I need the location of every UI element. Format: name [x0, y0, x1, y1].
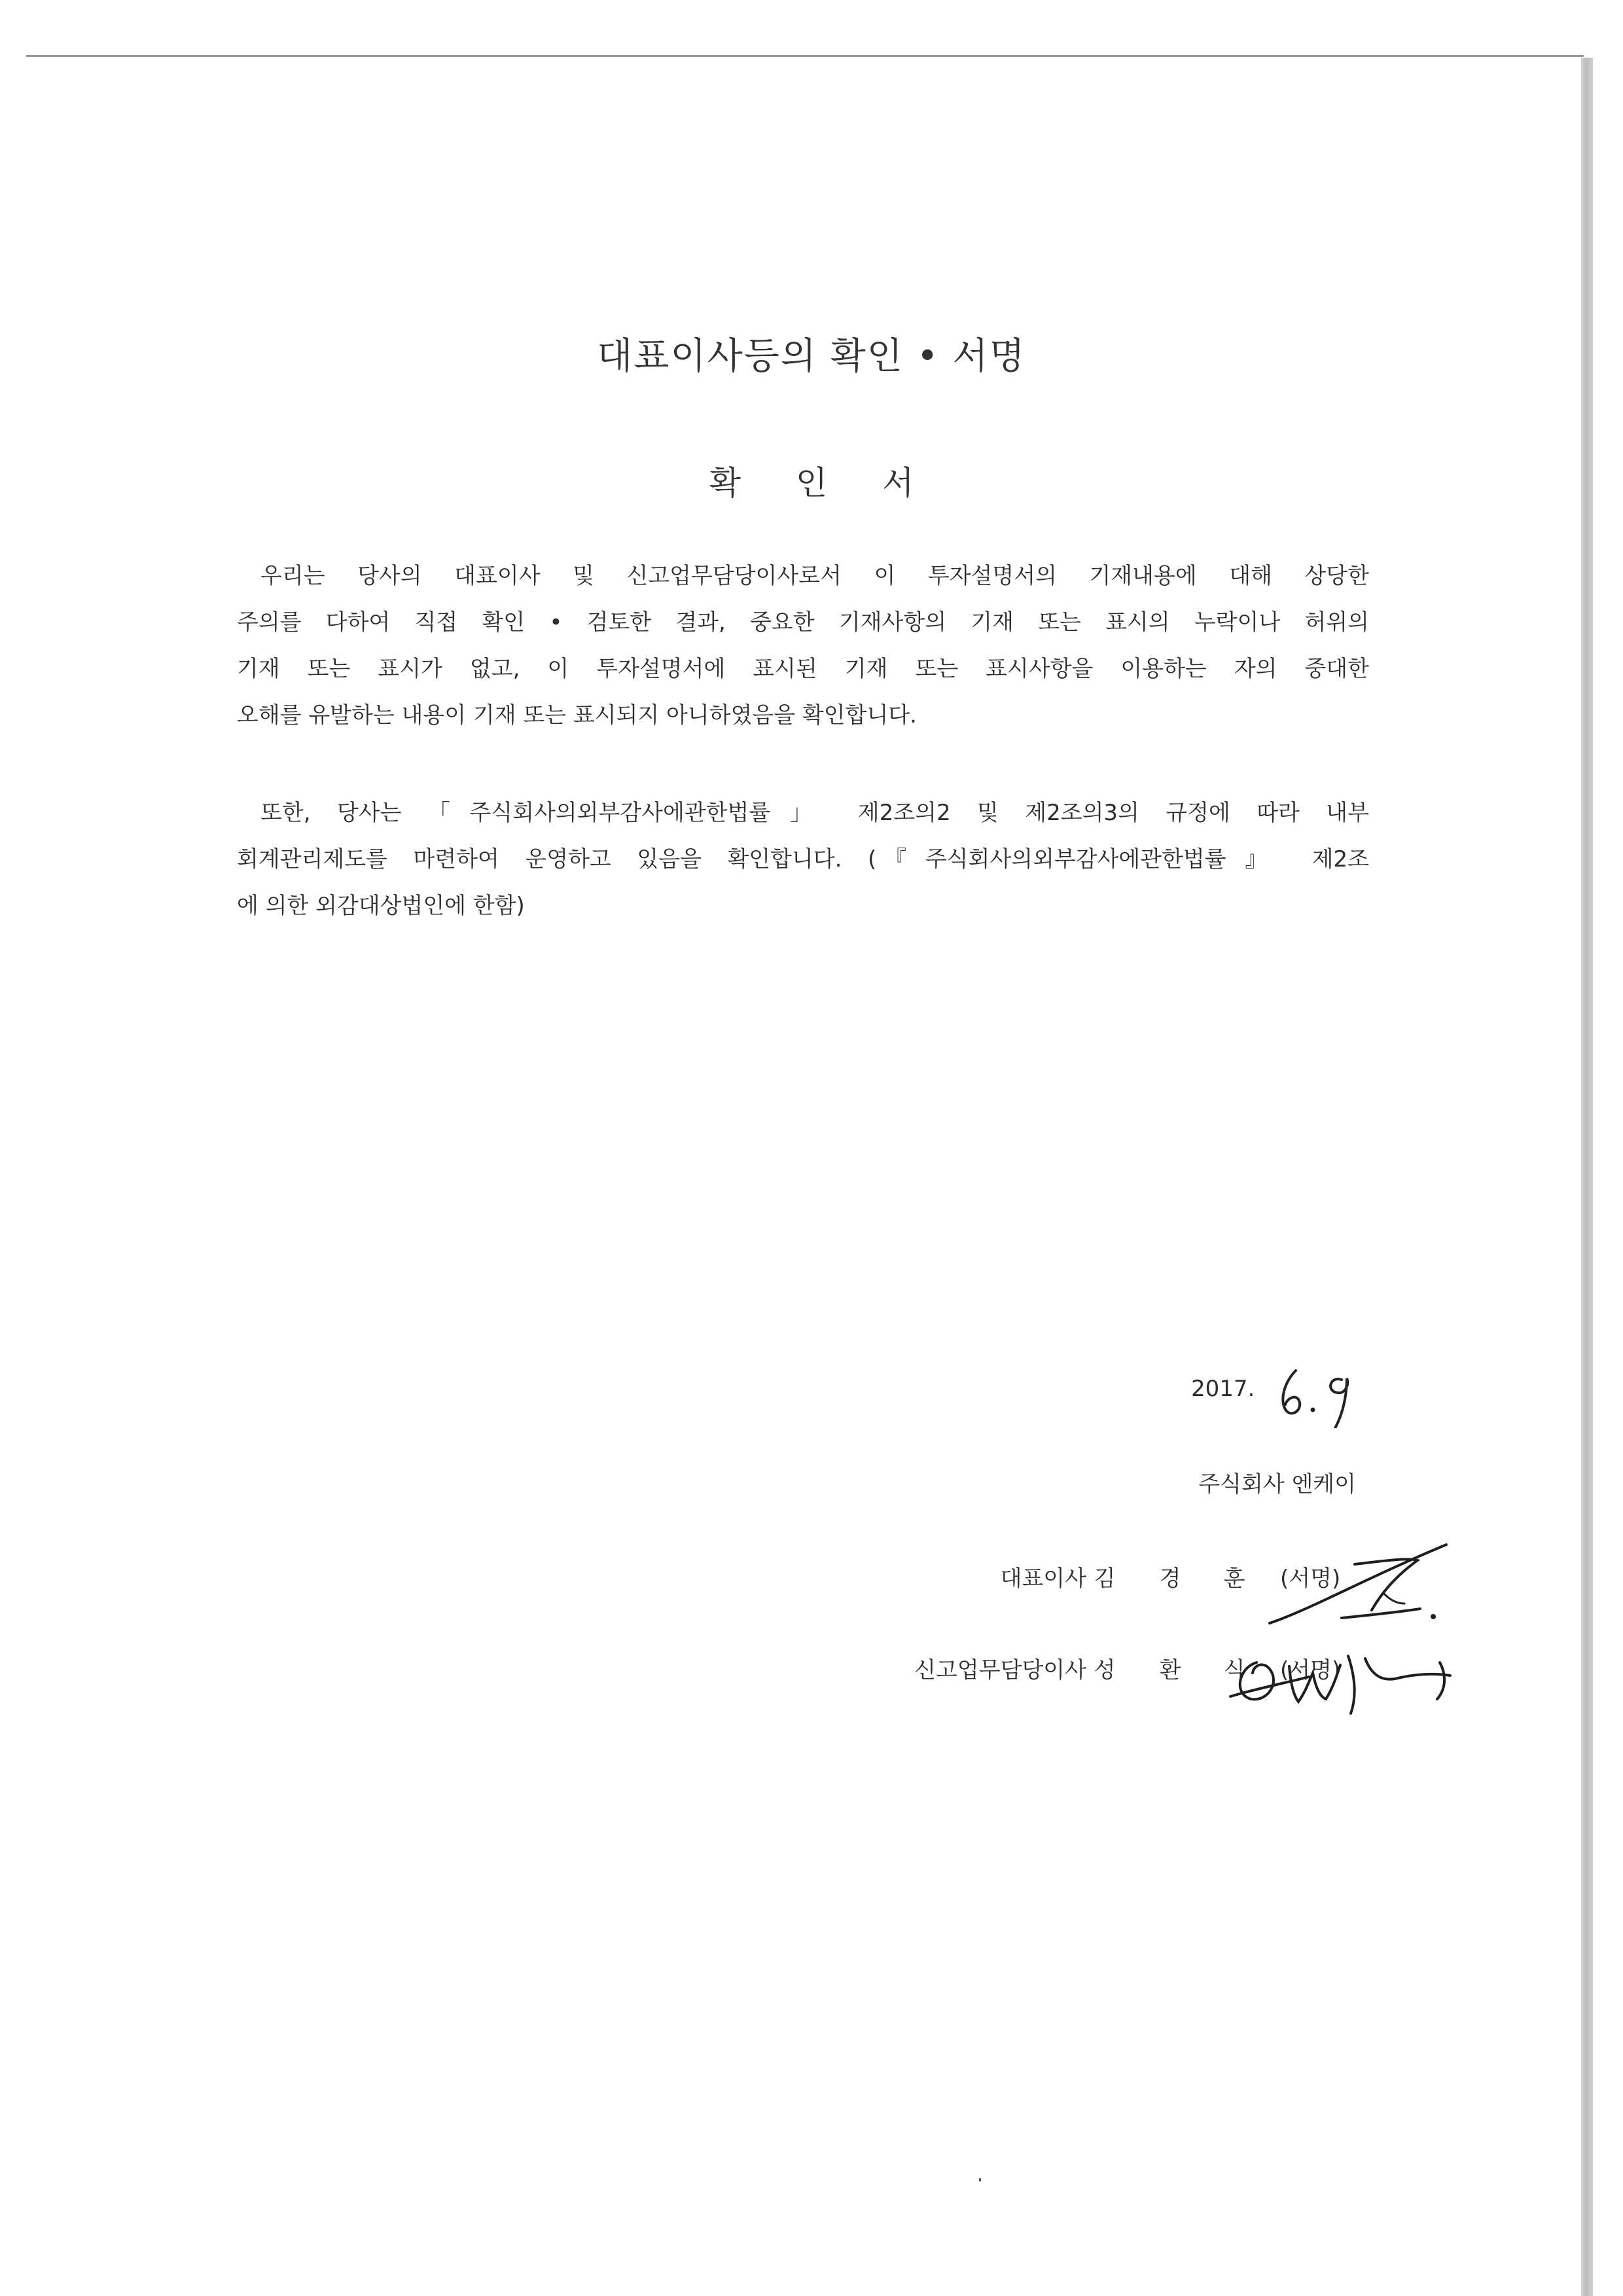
sign-mark-label: (서명): [1280, 1566, 1341, 1592]
date-printed: 2017.: [1191, 1376, 1255, 1402]
subtitle-char: 확: [709, 464, 741, 502]
signatory-name-char: 김: [1094, 1566, 1116, 1592]
date-block: [1191, 1361, 1453, 1433]
scan-right-edge: [1581, 58, 1593, 2296]
signatory-name-char: 성: [1094, 1657, 1116, 1683]
subtitle-char: 서: [882, 464, 914, 502]
signatory-role: 신고업무담당이사: [914, 1657, 1086, 1683]
paragraph-line: 기재 또는 표시가 없고, 이 투자설명서에 표시된 기재 또는 표시사항을 이용하는 자의 중대한: [237, 656, 1369, 682]
internal-control-paragraph: [237, 790, 1369, 929]
signatory-role: 대표이사: [1000, 1566, 1086, 1592]
confirmation-paragraph: [237, 553, 1369, 739]
signatory-name-char: 식: [1223, 1657, 1245, 1683]
paragraph-line: 에 의한 외감대상법인에 한함): [237, 893, 525, 919]
subtitle-char: 인: [795, 464, 828, 502]
signatory-name-char: 훈: [1223, 1566, 1245, 1592]
signatory-name-char: 환: [1159, 1657, 1181, 1683]
document-subtitle: [0, 457, 1623, 504]
document-title: 대표이사등의 확인 • 서명: [597, 335, 1026, 378]
paragraph-line: 주의를 다하여 직접 확인 • 검토한 결과, 중요한 기재사항의 기재 또는 표시의 누락이나 허위의: [237, 609, 1369, 636]
paragraph-line: 우리는 당사의 대표이사 및 신고업무담당이사로서 이 투자설명서의 기재내용에 대해 상당한: [260, 563, 1369, 589]
paragraph-line: 또한, 당사는 「주식회사의외부감사에관한법률」 제2조의2 및 제2조의3의 규정에 따라 내부: [260, 800, 1369, 826]
company-name: 주식회사 엔케이: [1198, 1471, 1356, 1498]
paragraph-line: 회계관리제도를 마련하여 운영하고 있음을 확인합니다. (『주식회사의외부감사에관한법률』 제2조: [237, 846, 1369, 872]
paragraph-line: 오해를 유발하는 내용이 기재 또는 표시되지 아니하였음을 확인합니다.: [237, 702, 917, 728]
handwritten-date: [1270, 1356, 1400, 1428]
signatory-name-char: 경: [1159, 1566, 1181, 1592]
sign-mark-label: (서명): [1280, 1657, 1341, 1683]
scan-speck: [979, 2178, 981, 2181]
scan-top-edge: [26, 55, 1584, 57]
ceo-signature: [1257, 1532, 1466, 1649]
cfo-signature: [1217, 1636, 1479, 1721]
